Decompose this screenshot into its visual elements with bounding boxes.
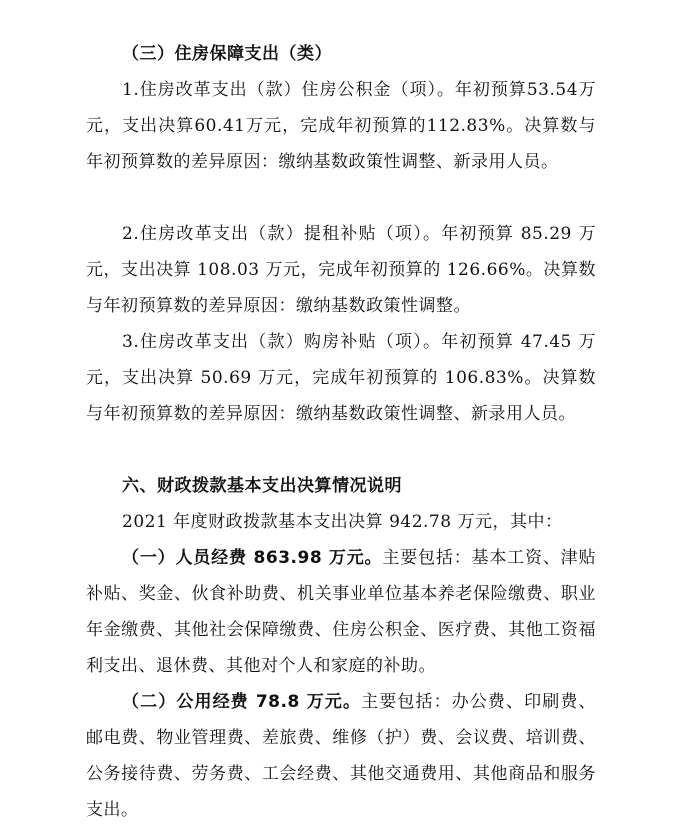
fiscal-section-heading: 六、财政拨款基本支出决算情况说明 <box>122 476 402 496</box>
public-expenses <box>86 684 596 828</box>
housing-item-1: 1.住房改革支出（款）住房公积金（项）。年初预算53.54万元，支出决算60.41万元，完成年初预算的112.83%。决算数与年初预算数的差异原因：缴纳基数政策性调整、新录用人员。 <box>86 80 596 172</box>
public-expenses-lead: （二）公用经费 78.8 万元。 <box>122 692 362 712</box>
housing-item-2: 2.住房改革支出（款）提租补贴（项）。年初预算 85.29 万元，支出决算 108.03 万元，完成年初预算的 126.66%。决算数与年初预算数的差异原因：缴纳基数政策性调整。 <box>86 224 596 316</box>
fiscal-intro: 2021 年度财政拨款基本支出决算 942.78 万元，其中： <box>122 512 563 532</box>
public-expenses-body: 主要包括：办公费、印刷费、邮电费、物业管理费、差旅费、维修（护）费、会议费、培训费、公务接待费、劳务费、工会经费、其他交通费用、其他商品和服务支出。 <box>86 692 596 820</box>
personnel-expenses-lead: （一）人员经费 863.98 万元。 <box>122 548 383 568</box>
housing-item-3: 3.住房改革支出（款）购房补贴（项）。年初预算 47.45 万元，支出决算 50.69 万元，完成年初预算的 106.83%。决算数与年初预算数的差异原因：缴纳基数政策性调整、新录用人员。 <box>86 332 596 424</box>
personnel-expenses <box>86 540 596 684</box>
housing-section-heading: （三）住房保障支出（类） <box>122 44 332 64</box>
personnel-expenses-body: 主要包括：基本工资、津贴补贴、奖金、伙食补助费、机关事业单位基本养老保险缴费、职业年金缴费、其他社会保障缴费、住房公积金、医疗费、其他工资福利支出、退休费、其他对个人和家庭的补助。 <box>86 548 596 676</box>
